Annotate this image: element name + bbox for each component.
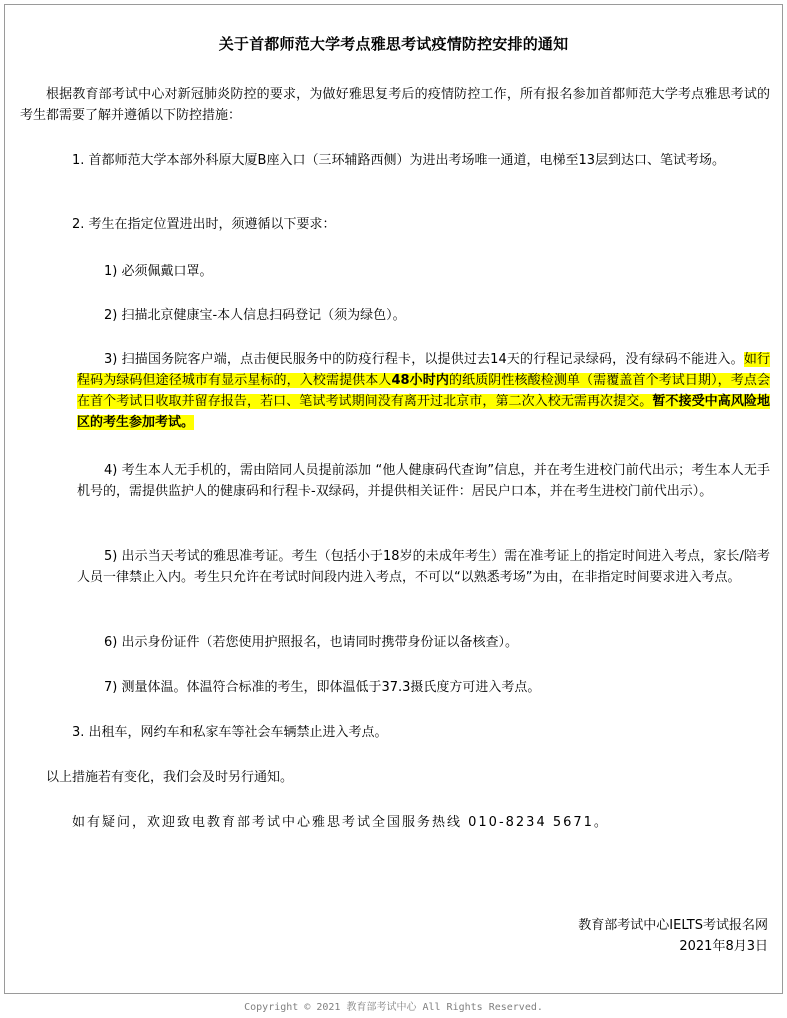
sub-item-1: 1) 必须佩戴口罩。 [104, 264, 213, 279]
change-notice: 以上措施若有变化，我们会及时另行通知。 [46, 770, 294, 785]
item-2: 2. 考生在指定位置进出时，须遵循以下要求： [72, 217, 336, 232]
sub-item-5: 5) 出示当天考试的雅思准考证。考生（包括小于18岁的未成年考生）需在准考证上的指定时间进入考点，家长/陪考人员一律禁止入内。考生只允许在考试时间段内进入考点，不可以“以熟悉考场”为由，在非指定时间要求进入考点。 [77, 549, 770, 585]
sub-item-2: 2) 扫描北京健康宝-本人信息扫码登记（须为绿色）。 [104, 308, 406, 323]
signature-org: 教育部考试中心IELTS考试报名网 [578, 918, 768, 933]
sub-item-4: 4) 考生本人无手机的，需由陪同人员提前添加 “他人健康码代查询”信息，并在考生进校门前代出示；考生本人无手机号的，需提供监护人的健康码和行程卡-双绿码，并提供相关证件：居民户口本，并在考生进校门前代出示）。 [77, 463, 770, 499]
contact-paragraph: 如有疑问，欢迎致电教育部考试中心雅思考试全国服务热线 010-8234 5671。 [72, 815, 609, 830]
signature-date: 2021年8月3日 [679, 939, 768, 954]
intro-paragraph: 根据教育部考试中心对新冠肺炎防控的要求，为做好雅思复考后的疫情防控工作，所有报名参加首都师范大学考点雅思考试的考生都需要了解并遵循以下防控措施： [20, 87, 770, 123]
sub-item-3-highlight-bold-48h: 48小时内 [391, 373, 449, 388]
sub-item-6: 6) 出示身份证件（若您使用护照报名，也请同时携带身份证以备核查）。 [104, 635, 518, 650]
item-1: 1. 首都师范大学本部外科原大厦B座入口（三环辅路西侧）为进出考场唯一通道，电梯至13层到达口、笔试考场。 [72, 153, 725, 168]
sub-item-3-highlight-a: 如行程码为绿码但途径城市有显示星标的，入校需提供本人 [77, 352, 770, 388]
sub-item-7: 7) 测量体温。体温符合标准的考生，即体温低于37.3摄氏度方可进入考点。 [104, 680, 541, 695]
sub-item-3-highlight-bold-risk: 暂不接受中高风险地区的考生参加考试。 [77, 394, 770, 430]
sub-item-3 [77, 349, 770, 433]
item-3: 3. 出租车，网约车和私家车等社会车辆禁止进入考点。 [72, 725, 388, 740]
copyright-footer: Copyright © 2021 教育部考试中心 All Rights Reserved. [244, 1002, 543, 1013]
sub-item-3-text: 3) 扫描国务院客户端，点击便民服务中的防疫行程卡，以提供过去14天的行程记录绿码，没有绿码不能进入。 [104, 352, 744, 367]
notice-title: 关于首都师范大学考点雅思考试疫情防控安排的通知 [218, 35, 569, 53]
sub-item-3-highlight-b: 的纸质阴性核酸检测单（需覆盖首个考试日期），考点会在首个考试日收取并留存报告，若口、笔试考试期间没有离开过北京市，第二次入校无需再次提交。 [77, 373, 770, 409]
